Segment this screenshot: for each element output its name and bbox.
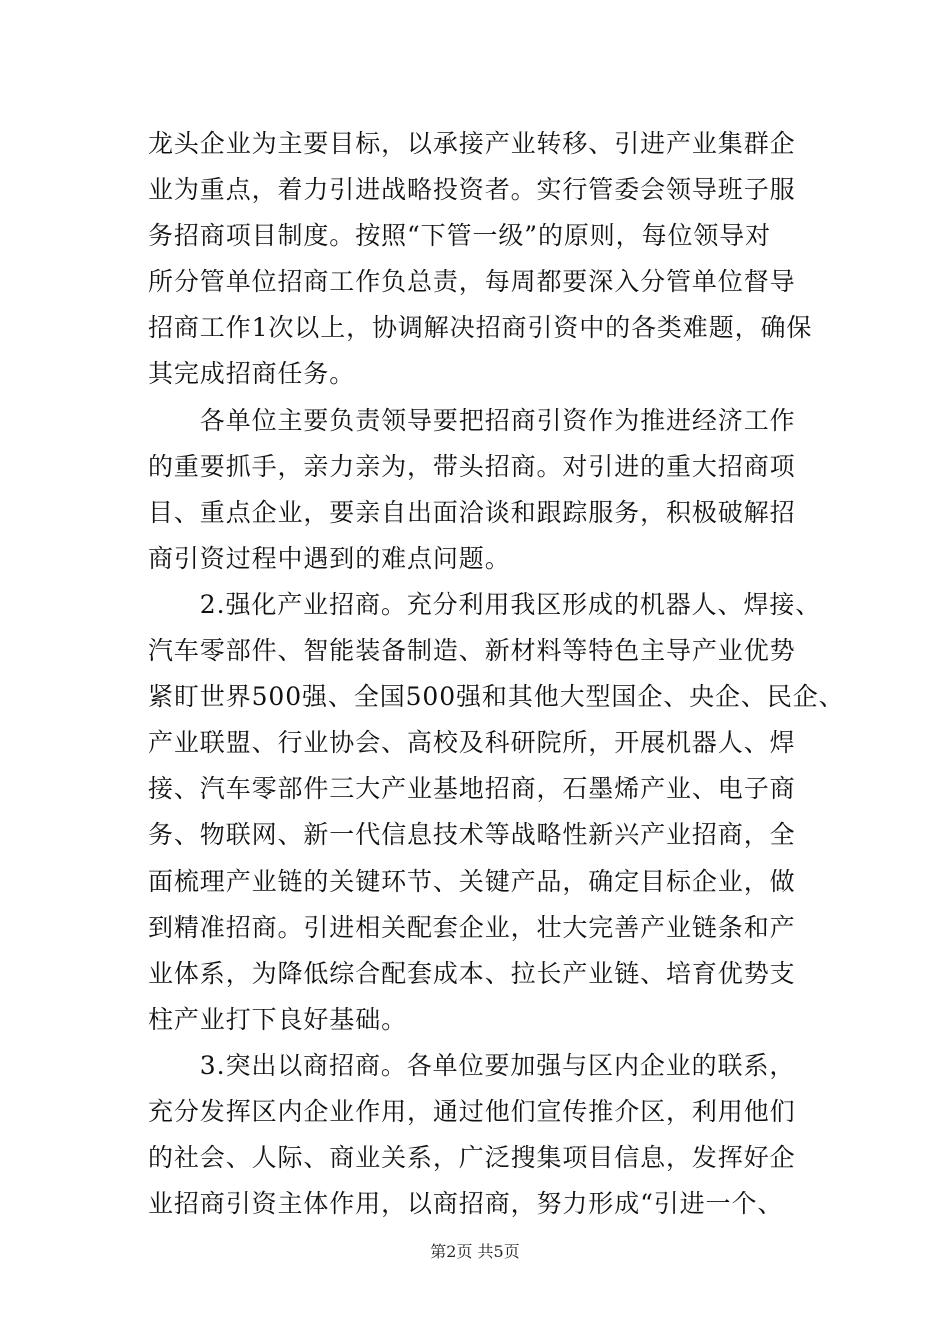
page-number-footer: 第2页 共5页 <box>430 1242 520 1261</box>
text-line: 务、物联网、新一代信息技术等战略性新兴产业招商，全 <box>148 820 796 850</box>
text-line: 其完成招商任务。 <box>148 359 356 389</box>
text-line: 业为重点，着力引进战略投资者。实行管委会领导班子服 <box>148 175 796 205</box>
text-line: 目、重点企业，要亲自出面洽谈和跟踪服务，积极破解招 <box>148 497 796 527</box>
body-text <box>148 121 845 1227</box>
text-line: 到精准招商。引进相关配套企业，壮大完善产业链条和产 <box>148 912 796 942</box>
text-line: 柱产业打下良好基础。 <box>148 1004 408 1034</box>
text-line: 招商工作1次以上，协调解决招商引资中的各类难题，确保 <box>148 313 813 343</box>
text-line: 面梳理产业链的关键环节、关键产品，确定目标企业，做 <box>148 866 796 896</box>
text-line: 的重要抓手，亲力亲为，带头招商。对引进的重大招商项 <box>148 451 796 481</box>
text-line: 商引资过程中遇到的难点问题。 <box>148 543 511 573</box>
text-line: 产业联盟、行业协会、高校及科研院所，开展机器人、焊 <box>148 728 796 758</box>
text-line: 充分发挥区内企业作用，通过他们宣传推介区，利用他们 <box>148 1096 796 1126</box>
text-line: 龙头企业为主要目标，以承接产业转移、引进产业集群企 <box>148 129 796 158</box>
text-line: 汽车零部件、智能装备制造、新材料等特色主导产业优势 <box>148 636 796 666</box>
text-line: 业招商引资主体作用，以商招商，努力形成“引进一个、 <box>148 1189 784 1219</box>
text-line: 3.突出以商招商。各单位要加强与区内企业的联系， <box>148 1050 796 1080</box>
text-line: 2.强化产业招商。充分利用我区形成的机器人、焊接、 <box>148 589 822 619</box>
text-line: 紧盯世界500强、全国500强和其他大型国企、央企、民企、 <box>148 682 845 712</box>
text-line: 各单位主要负责领导要把招商引资作为推进经济工作 <box>148 405 796 435</box>
text-line: 接、汽车零部件三大产业基地招商，石墨烯产业、电子商 <box>148 774 796 804</box>
text-line: 所分管单位招商工作负总责，每周都要深入分管单位督导 <box>148 267 796 297</box>
text-line: 的社会、人际、商业关系，广泛搜集项目信息，发挥好企 <box>148 1143 796 1173</box>
text-line: 务招商项目制度。按照“下管一级”的原则，每位领导对 <box>148 221 772 251</box>
text-line: 业体系，为降低综合配套成本、拉长产业链、培育优势支 <box>148 958 796 988</box>
